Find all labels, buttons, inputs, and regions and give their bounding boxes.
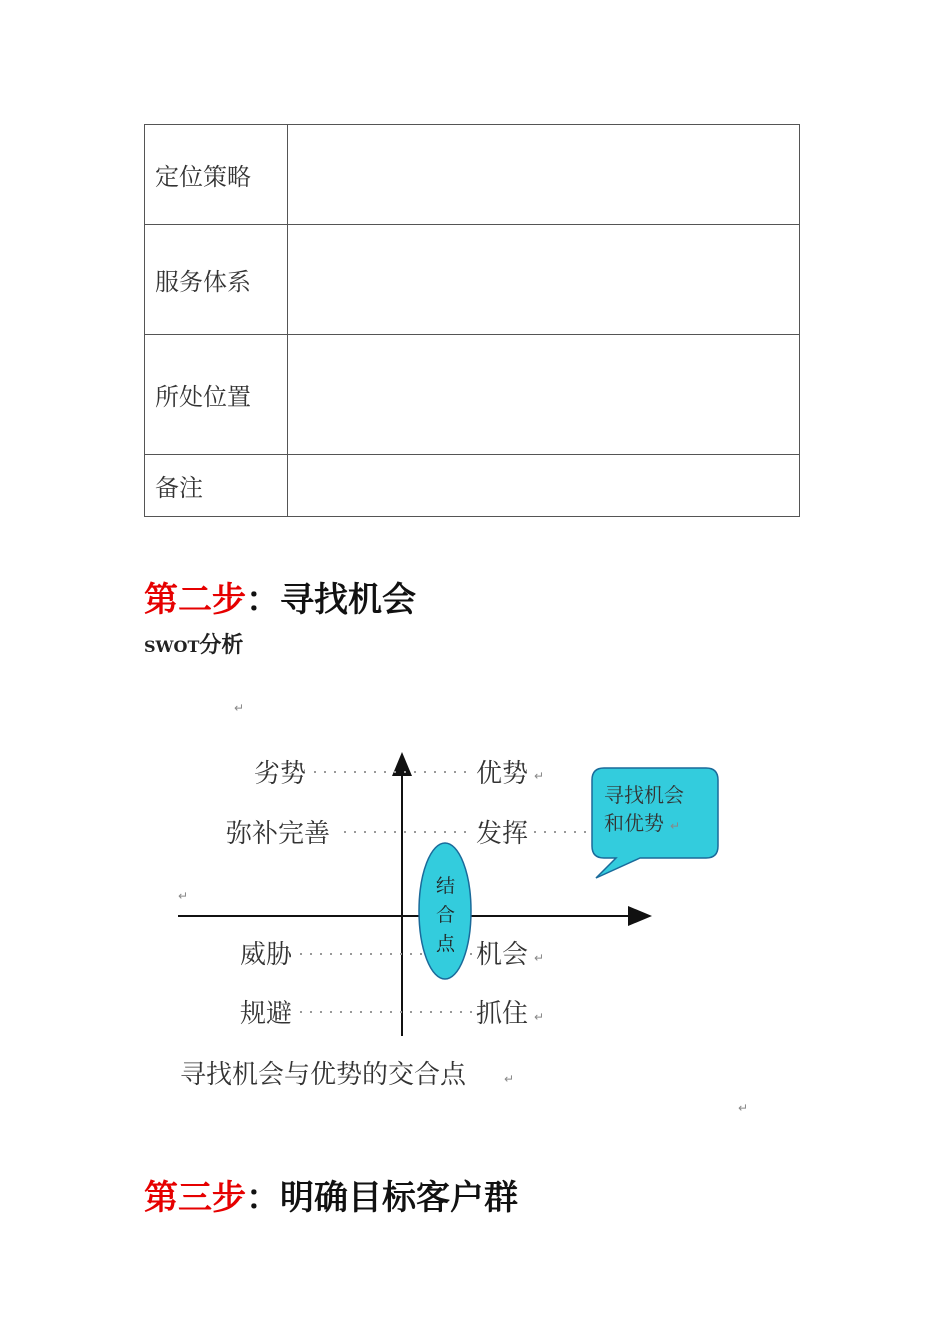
step2-label: 第二步 [144,580,246,620]
diagram-caption: 寻找机会与优势的交合点 [180,1060,467,1090]
row-label: 定位策略 [145,125,288,225]
paragraph-mark: ↵ [534,1010,545,1024]
callout-line-2: 和优势 [604,811,664,835]
paragraph-mark: ↵ [504,1072,515,1086]
paragraph-mark: ↵ [670,819,681,833]
right-mid-label: 发挥 [476,819,529,849]
ellipse-char-3: 点 [436,933,456,955]
row-label: 服务体系 [145,225,288,335]
step3-heading [144,1170,518,1219]
right-bottom-label: 抓住 [476,999,529,1029]
ellipse-char-2: 合 [436,904,456,926]
paragraph-mark: ↵ [234,701,245,715]
step2-colon: ： [246,580,280,620]
paragraph-mark: ↵ [534,951,545,965]
row-label: 所处位置 [145,335,288,455]
left-mid-label: 弥补完善 [226,819,331,849]
right-top-label: 优势 [476,759,529,789]
swot-latin: SWOT [144,637,200,656]
paragraph-mark: ↵ [534,769,545,783]
callout-line-1: 寻找机会 [604,783,684,807]
step2-title: 寻找机会 [280,580,416,620]
left-low-label: 威胁 [240,940,293,970]
right-low-label: 机会 [476,940,529,970]
swot-text: 分析 [199,632,244,658]
paragraph-mark: ↵ [738,1101,749,1115]
left-bottom-label: 规避 [240,999,293,1029]
paragraph-mark: ↵ [178,889,189,903]
row-label: 备注 [145,455,288,517]
step3-label: 第三步 [144,1178,246,1218]
step3-title: 明确目标客户群 [280,1178,518,1218]
left-top-label: 劣势 [254,759,307,789]
ellipse-char-1: 结 [436,875,456,897]
step3-colon: ： [246,1178,280,1218]
